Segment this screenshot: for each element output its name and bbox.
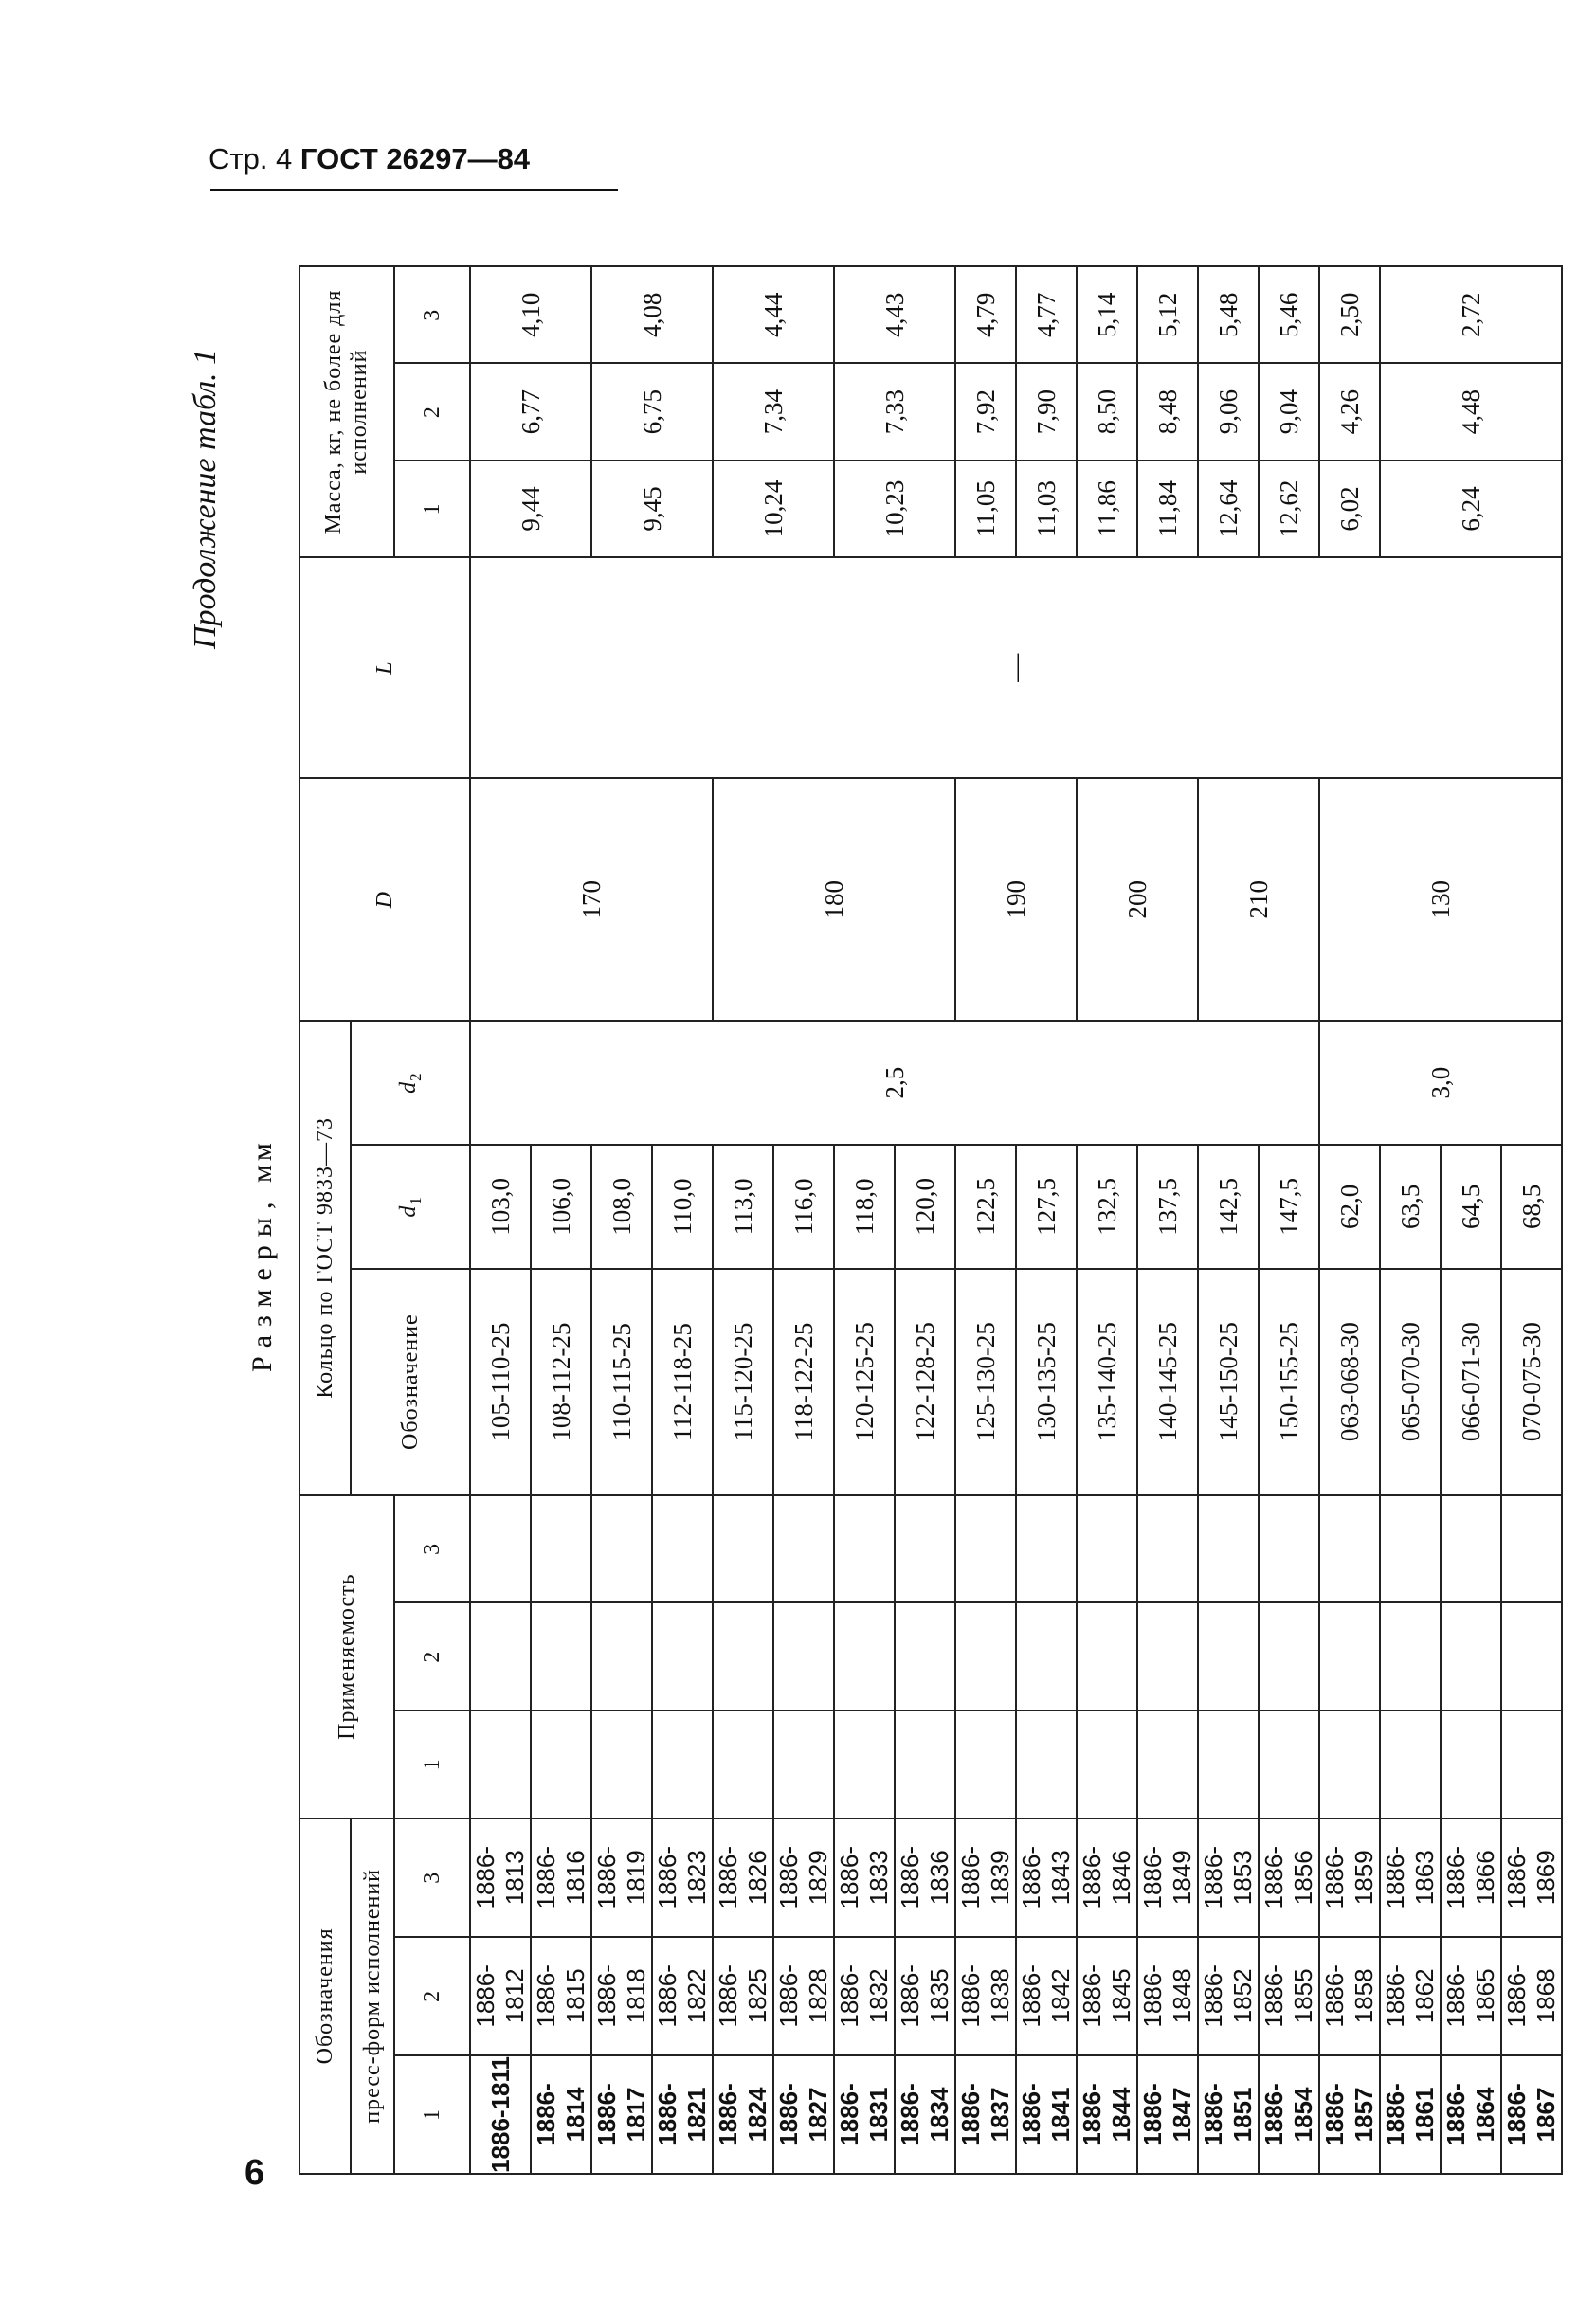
table-continuation-caption: Продолжение табл. 1 [188,348,223,649]
applicability-cell [1016,1602,1077,1710]
applicability-cell [531,1602,591,1710]
mold-designation-3: 1886-1866 [1441,1818,1501,1937]
ring-designation: 130-135-25 [1016,1269,1077,1495]
mold-designation-1: 1886-1861 [1380,2055,1441,2174]
mass-value-1: 11,03 [1016,461,1077,557]
mold-designation-2: 1886-1865 [1441,1937,1501,2055]
mold-designation-2: 1886-1815 [531,1937,591,2055]
mass-value-3: 2,72 [1380,266,1562,363]
mold-designation-2: 1886-1838 [955,1937,1016,2055]
mold-designation-1: 1886-1831 [834,2055,895,2174]
d2-header [351,1021,470,1145]
D-value-merged: 170 [470,778,713,1021]
applicability-cell [531,1710,591,1818]
mold-designation-2: 1886-1852 [1198,1937,1259,2055]
applicability-cell [834,1602,895,1710]
mass-value-2: 4,48 [1380,363,1562,460]
applicability-cell [1137,1495,1198,1603]
mass-value-3: 2,50 [1319,266,1380,363]
mold-col1-header: 1 [394,2055,470,2174]
mold-designation-1: 1886-1821 [652,2055,713,2174]
d1-value: 142,5 [1198,1145,1259,1269]
mold-designation-3: 1886-1826 [713,1818,773,1937]
d2-header-symbol: d [395,1080,421,1094]
molds-header: пресс-форм исполнений [351,1818,394,2174]
applicability-cell [591,1602,652,1710]
applicability-col3-header: 3 [394,1495,470,1603]
applicability-cell [591,1495,652,1603]
mass-value-1: 10,23 [834,461,955,557]
applicability-cell [1319,1710,1380,1818]
mold-designation-2: 1886-1845 [1077,1937,1137,2055]
table-row [1259,266,1319,2174]
applicability-cell [834,1710,895,1818]
mold-designation-3: 1886-1833 [834,1818,895,1937]
d1-value: 137,5 [1137,1145,1198,1269]
dimensions-word: Размеры, [246,1193,278,1372]
mass-value-3: 4,77 [1016,266,1077,363]
applicability-cell [713,1602,773,1710]
d1-header-symbol: d [395,1204,421,1218]
dimensions-table [299,265,1563,2175]
mold-designation-2: 1886-1825 [713,1937,773,2055]
ring-designation: 070-075-30 [1501,1269,1562,1495]
ring-designation: 065-070-30 [1380,1269,1441,1495]
table-row [1016,266,1077,2174]
mold-designation-2: 1886-1822 [652,1937,713,2055]
applicability-cell [1198,1710,1259,1818]
mass-value-3: 4,43 [834,266,955,363]
mold-designation-1: 1886-1837 [955,2055,1016,2174]
applicability-cell [773,1710,834,1818]
D-value-merged: 190 [955,778,1077,1021]
applicability-cell [1198,1602,1259,1710]
D-value-merged: 130 [1319,778,1562,1021]
mold-designation-3: 1886-1843 [1016,1818,1077,1937]
d1-value: 110,0 [652,1145,713,1269]
d2-header-subscript: 2 [406,1072,425,1081]
mold-designation-3: 1886-1819 [591,1818,652,1937]
mold-designation-1: 1886-1864 [1441,2055,1501,2174]
mass-value-3: 4,44 [713,266,834,363]
mold-designation-2: 1886-1862 [1380,1937,1441,2055]
designations-header: Обозначения [299,1818,351,2174]
ring-designation: 110-115-25 [591,1269,652,1495]
L-header [299,557,470,778]
table-row [1137,266,1198,2174]
d1-value: 103,0 [470,1145,531,1269]
mass-value-2: 9,06 [1198,363,1259,460]
applicability-cell [470,1710,531,1818]
ring-designation: 120-125-25 [834,1269,895,1495]
mass-value-1: 11,86 [1077,461,1137,557]
mold-designation-1: 1886-1814 [531,2055,591,2174]
applicability-cell [1137,1710,1198,1818]
applicability-cell [1016,1710,1077,1818]
D-header [299,778,470,1021]
mold-designation-3: 1886-1859 [1319,1818,1380,1937]
applicability-cell [1198,1495,1259,1603]
applicability-cell [591,1710,652,1818]
applicability-cell [773,1602,834,1710]
mass-value-2: 7,34 [713,363,834,460]
mold-designation-3: 1886-1813 [470,1818,531,1937]
ring-designation: 118-122-25 [773,1269,834,1495]
mold-designation-1: 1886-1844 [1077,2055,1137,2174]
dimensions-caption [246,213,279,2298]
mold-designation-2: 1886-1828 [773,1937,834,2055]
mold-designation-1: 1886-1857 [1319,2055,1380,2174]
d1-value: 118,0 [834,1145,895,1269]
applicability-cell [1259,1710,1319,1818]
table-row [834,266,895,2174]
ring-designation-header: Обозначение [351,1269,470,1495]
table-row [713,266,773,2174]
mold-designation-2: 1886-1832 [834,1937,895,2055]
table-row [591,266,652,2174]
table-row [470,266,531,2174]
applicability-cell [470,1602,531,1710]
ring-designation: 105-110-25 [470,1269,531,1495]
D-header-symbol: D [372,891,397,909]
applicability-cell [1380,1602,1441,1710]
d1-value: 132,5 [1077,1145,1137,1269]
page-header [209,142,530,176]
applicability-cell [895,1710,955,1818]
mold-designation-1: 1886-1811 [470,2055,531,2174]
mold-designation-2: 1886-1868 [1501,1937,1562,2055]
mold-designation-1: 1886-1854 [1259,2055,1319,2174]
D-value-merged: 180 [713,778,955,1021]
mold-col3-header: 3 [394,1818,470,1937]
mold-designation-1: 1886-1817 [591,2055,652,2174]
mold-designation-1: 1886-1827 [773,2055,834,2174]
d1-header-subscript: 1 [406,1196,425,1205]
mold-designation-2: 1886-1848 [1137,1937,1198,2055]
mass-value-1: 10,24 [713,461,834,557]
ring-designation: 108-112-25 [531,1269,591,1495]
d1-value: 147,5 [1259,1145,1319,1269]
applicability-cell [713,1710,773,1818]
mass-value-3: 4,79 [955,266,1016,363]
applicability-cell [1380,1710,1441,1818]
table-row [955,266,1016,2174]
applicability-cell [652,1710,713,1818]
mass-header: Масса, кг, не более для исполнений [299,266,394,557]
applicability-cell [1259,1495,1319,1603]
applicability-cell [531,1495,591,1603]
mold-designation-2: 1886-1858 [1319,1937,1380,2055]
mold-designation-1: 1886-1851 [1198,2055,1259,2174]
mass-col1-header: 1 [394,461,470,557]
mass-value-1: 6,02 [1319,461,1380,557]
applicability-cell [955,1710,1016,1818]
mold-designation-3: 1886-1829 [773,1818,834,1937]
mold-designation-3: 1886-1836 [895,1818,955,1937]
mass-value-2: 8,48 [1137,363,1198,460]
ring-designation: 063-068-30 [1319,1269,1380,1495]
applicability-cell [1441,1602,1501,1710]
ring-designation: 145-150-25 [1198,1269,1259,1495]
ring-designation: 066-071-30 [1441,1269,1501,1495]
ring-designation: 125-130-25 [955,1269,1016,1495]
mold-designation-2: 1886-1855 [1259,1937,1319,2055]
mass-value-1: 11,84 [1137,461,1198,557]
mass-col3-header: 3 [394,266,470,363]
mass-value-1: 11,05 [955,461,1016,557]
mold-designation-3: 1886-1816 [531,1818,591,1937]
page-header-prefix: Стр. 4 [209,142,293,175]
mold-designation-3: 1886-1853 [1198,1818,1259,1937]
mass-value-3: 5,46 [1259,266,1319,363]
page-number: 6 [245,2153,265,2193]
mold-designation-3: 1886-1846 [1077,1818,1137,1937]
standard-number: ГОСТ 26297—84 [299,142,531,175]
ring-designation: 112-118-25 [652,1269,713,1495]
mold-designation-2: 1886-1835 [895,1937,955,2055]
applicability-cell [1077,1710,1137,1818]
mass-value-2: 6,75 [591,363,713,460]
mass-value-2: 7,33 [834,363,955,460]
mold-col2-header: 2 [394,1937,470,2055]
mass-value-2: 8,50 [1077,363,1137,460]
applicability-cell [1501,1495,1562,1603]
mass-value-1: 6,24 [1380,461,1562,557]
applicability-cell [1501,1602,1562,1710]
applicability-cell [1441,1710,1501,1818]
mass-value-3: 5,48 [1198,266,1259,363]
d2-value-merged: 3,0 [1319,1021,1562,1145]
applicability-cell [955,1495,1016,1603]
mold-designation-3: 1886-1839 [955,1818,1016,1937]
table-row [1380,266,1441,2174]
d1-value: 116,0 [773,1145,834,1269]
mass-value-1: 12,62 [1259,461,1319,557]
mass-value-2: 9,04 [1259,363,1319,460]
mold-designation-2: 1886-1842 [1016,1937,1077,2055]
ring-designation: 115-120-25 [713,1269,773,1495]
L-header-symbol: L [372,660,397,675]
ring-designation: 135-140-25 [1077,1269,1137,1495]
rotated-table-group [171,251,1560,2298]
mass-col2-header: 2 [394,363,470,460]
mass-value-1: 9,45 [591,461,713,557]
table-row [1198,266,1259,2174]
mass-value-3: 5,12 [1137,266,1198,363]
d1-value: 106,0 [531,1145,591,1269]
mold-designation-3: 1886-1823 [652,1818,713,1937]
applicability-cell [955,1602,1016,1710]
applicability-cell [1077,1602,1137,1710]
mold-designation-3: 1886-1863 [1380,1818,1441,1937]
table-row [1319,266,1380,2174]
d1-value: 122,5 [955,1145,1016,1269]
d1-value: 64,5 [1441,1145,1501,1269]
d1-header [351,1145,470,1269]
applicability-col1-header: 1 [394,1710,470,1818]
ring-designation: 140-145-25 [1137,1269,1198,1495]
mold-designation-2: 1886-1818 [591,1937,652,2055]
mold-designation-1: 1886-1841 [1016,2055,1077,2174]
mass-value-3: 4,08 [591,266,713,363]
ring-designation: 122-128-25 [895,1269,955,1495]
mold-designation-3: 1886-1856 [1259,1818,1319,1937]
dimensions-unit: мм [246,1139,278,1184]
applicability-cell [1259,1602,1319,1710]
applicability-cell [895,1495,955,1603]
d1-value: 62,0 [1319,1145,1380,1269]
d1-value: 113,0 [713,1145,773,1269]
applicability-cell [1380,1495,1441,1603]
D-value-merged: 200 [1077,778,1198,1021]
applicability-cell [1441,1495,1501,1603]
d1-value: 63,5 [1380,1145,1441,1269]
mass-value-1: 9,44 [470,461,591,557]
mold-designation-3: 1886-1869 [1501,1818,1562,1937]
header-rule [210,189,618,191]
applicability-cell [773,1495,834,1603]
mass-value-2: 7,92 [955,363,1016,460]
applicability-col2-header: 2 [394,1602,470,1710]
d1-value: 108,0 [591,1145,652,1269]
mold-designation-2: 1886-1812 [470,1937,531,2055]
applicability-cell [834,1495,895,1603]
mass-value-3: 4,10 [470,266,591,363]
mass-value-2: 4,26 [1319,363,1380,460]
applicability-cell [1319,1602,1380,1710]
mold-designation-1: 1886-1824 [713,2055,773,2174]
applicability-cell [1016,1495,1077,1603]
table-row [1077,266,1137,2174]
d1-value: 127,5 [1016,1145,1077,1269]
d1-value: 120,0 [895,1145,955,1269]
d2-value-merged: 2,5 [470,1021,1319,1145]
applicability-header: Применяемость [299,1495,394,1818]
applicability-cell [713,1495,773,1603]
ring-designation: 150-155-25 [1259,1269,1319,1495]
L-value-merged: — [470,557,1562,778]
applicability-cell [470,1495,531,1603]
applicability-cell [1319,1495,1380,1603]
ring-header: Кольцо по ГОСТ 9833—73 [299,1021,351,1494]
mold-designation-1: 1886-1847 [1137,2055,1198,2174]
mass-value-2: 6,77 [470,363,591,460]
applicability-cell [1077,1495,1137,1603]
d1-value: 68,5 [1501,1145,1562,1269]
applicability-cell [652,1495,713,1603]
mold-designation-3: 1886-1849 [1137,1818,1198,1937]
applicability-cell [652,1602,713,1710]
applicability-cell [1137,1602,1198,1710]
mass-value-1: 12,64 [1198,461,1259,557]
mass-value-2: 7,90 [1016,363,1077,460]
D-value-merged: 210 [1198,778,1319,1021]
mold-designation-1: 1886-1834 [895,2055,955,2174]
applicability-cell [1501,1710,1562,1818]
mold-designation-1: 1886-1867 [1501,2055,1562,2174]
applicability-cell [895,1602,955,1710]
mass-value-3: 5,14 [1077,266,1137,363]
